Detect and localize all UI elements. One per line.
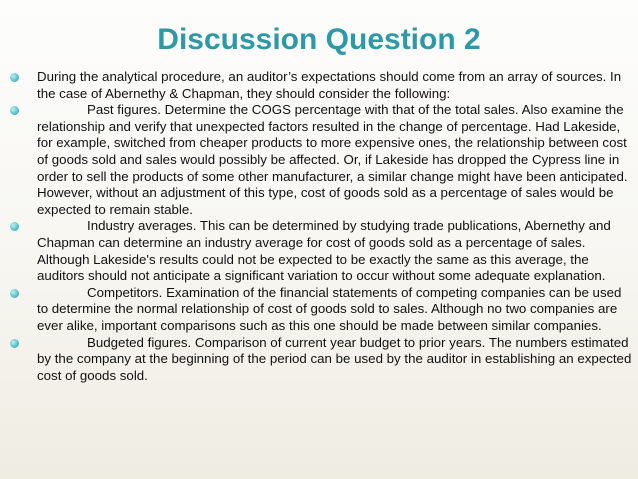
bullet-dot-icon: [10, 222, 19, 231]
bullet-text: Industry averages. This can be determined by studying trade publications, Abernethy and Chapman can determine an industry average for cost of goods sold as a percentage of sales. Although Lakeside's results could not be expected to be exactly the same as this average, the auditors should not anticipate a significant variation to occur without some adequate explanation.: [37, 218, 611, 284]
bullet-dot-icon: [10, 73, 19, 82]
bullet-dot-icon: [10, 106, 19, 115]
slide-title: Discussion Question 2: [157, 23, 481, 56]
bullet-item: [10, 285, 632, 335]
bullet-dot-icon: [10, 339, 19, 348]
bullet-list: [10, 69, 632, 384]
bullet-text: During the analytical procedure, an auditor’s expectations should come from an array of sources. In the case of Abernethy & Chapman, they should consider the following:: [37, 69, 622, 101]
bullet-text: Competitors. Examination of the financial statements of competing companies can be used to determine the normal relationship of cost of goods sold to sales. Although no two companies are ever alike, important comparisons such as this one should be made between similar companies.: [37, 284, 622, 333]
bullet-item: [10, 218, 632, 284]
bullet-item: [10, 102, 632, 218]
bullet-dot-icon: [10, 289, 19, 298]
bullet-text: Budgeted figures. Comparison of current year budget to prior years. The numbers estimated by the company at the beginning of the period can be used by the auditor in establishing an expected cost of goods sold.: [37, 334, 632, 383]
bullet-item: [10, 69, 632, 102]
bullet-text: Past figures. Determine the COGS percentage with that of the total sales. Also examine the relationship and verify that unexpected factors resulted in the change of percentage. Had Lakeside, for example, switched from cheaper products to more expensive ones, the relationship between cost of goods sold and sales would possibly be affected. Or, if Lakeside has dropped the Cypress line in order to sell the products of some other manufacturer, a similar change might have been anticipated. However, without an adjustment of this type, cost of goods sold as a percentage of sales would be expected to remain stable.: [37, 102, 628, 217]
bullet-item: [10, 335, 632, 385]
